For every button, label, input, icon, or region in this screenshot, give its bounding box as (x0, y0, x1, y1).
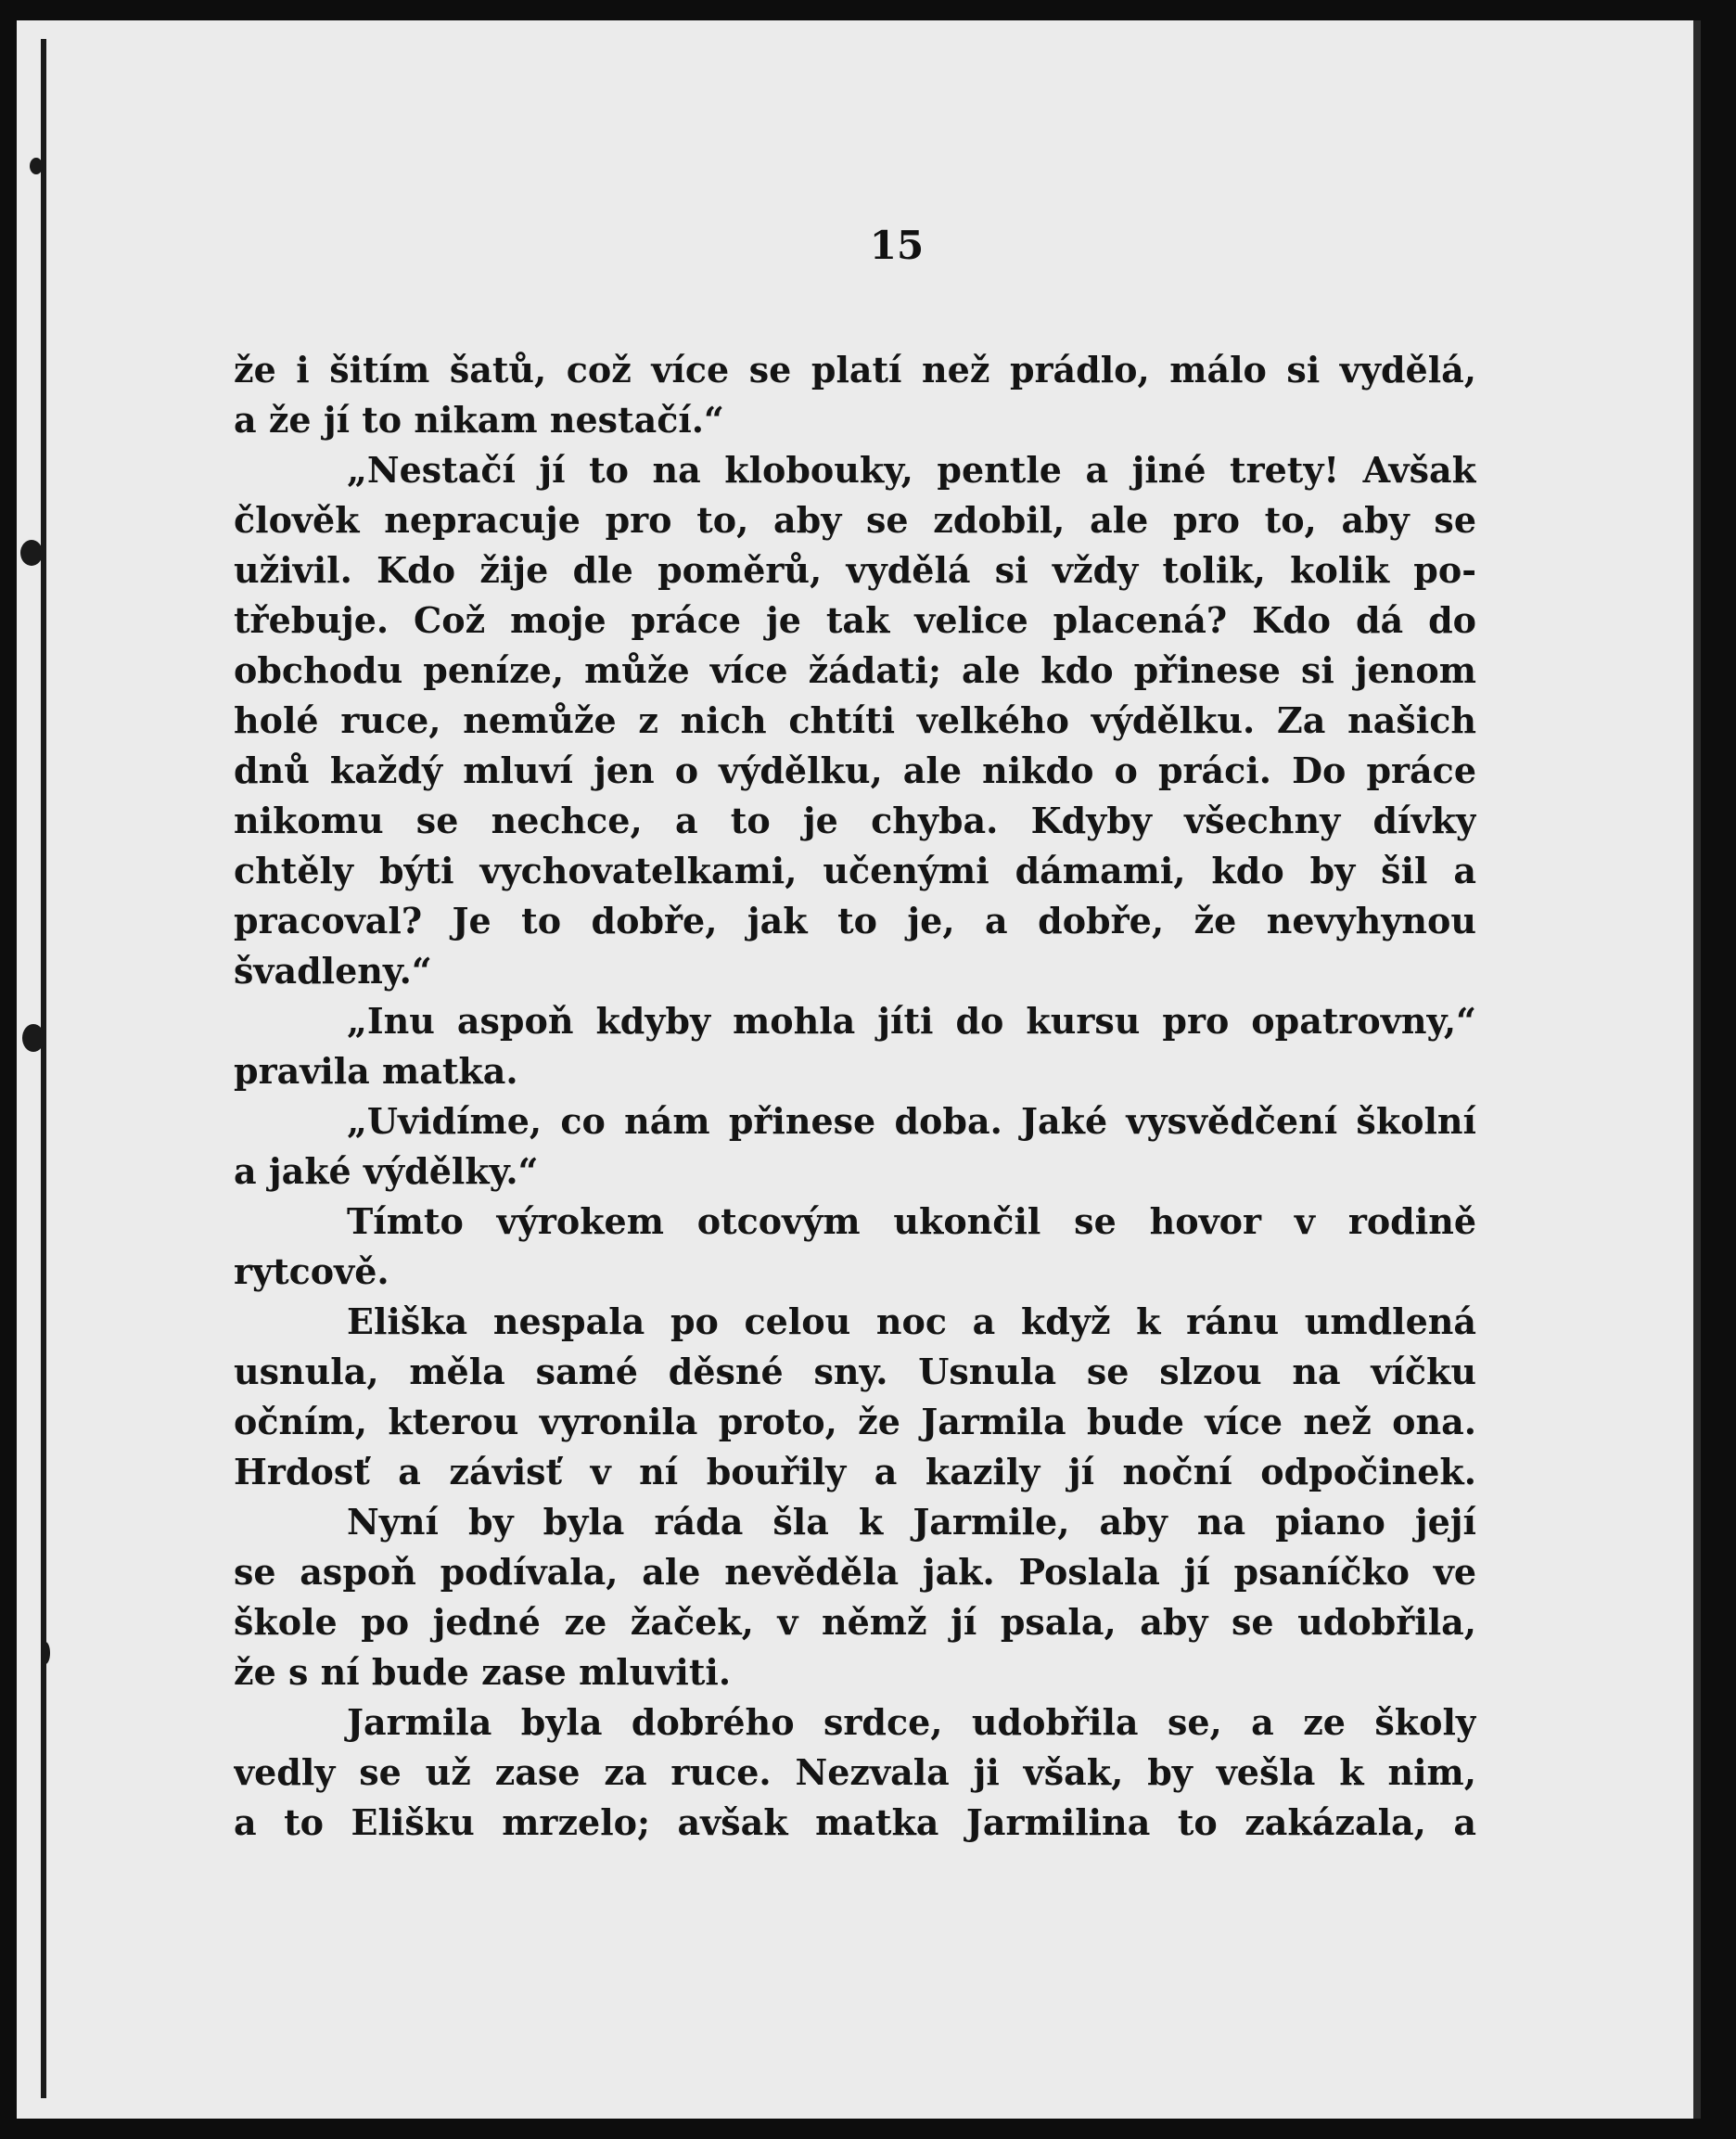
text-line: škole po jedné ze žaček, v němž jí psala, aby se udobřila, (234, 1601, 1476, 1643)
text-line: švadleny.“ (234, 950, 432, 992)
text-line: a jaké výdělky.“ (234, 1150, 539, 1192)
text-line: Eliška nespala po celou noc a když k ránu umdlená (347, 1300, 1476, 1342)
text-line: nikomu se nechce, a to je chyba. Kdyby všechny dívky (234, 800, 1476, 841)
text-line: Tímto výrokem otcovým ukončil se hovor v rodině (347, 1200, 1476, 1242)
page-edge (1693, 20, 1701, 2119)
binding-mark (30, 158, 43, 174)
text-line: že s ní bude zase mluviti. (234, 1651, 732, 1693)
text-line: Nyní by byla ráda šla k Jarmile, aby na piano její (347, 1501, 1476, 1543)
text-line: „Inu aspoň kdyby mohla jíti do kursu pro opatrovny,“ (347, 1000, 1476, 1042)
text-line: Jarmila byla dobrého srdce, udobřila se, a ze školy (347, 1701, 1476, 1743)
text-line: dnů každý mluví jen o výdělku, ale nikdo o práci. Do práce (234, 749, 1476, 791)
text-line: a to Elišku mrzelo; avšak matka Jarmilina to zakázala, a (234, 1801, 1476, 1843)
text-line: obchodu peníze, může více žádati; ale kdo přinese si jenom (234, 649, 1476, 691)
text-line: „Uvidíme, co nám přinese doba. Jaké vysvědčení školní (347, 1100, 1476, 1142)
text-line: „Nestačí jí to na klobouky, pentle a jiné trety! Avšak (347, 449, 1476, 491)
text-line: vedly se už zase za ruce. Nezvala ji však, by vešla k nim, (234, 1751, 1476, 1793)
binding-mark (20, 540, 43, 566)
text-line: pracoval? Je to dobře, jak to je, a dobře, že nevyhynou (234, 900, 1476, 941)
text-line: očním, kterou vyronila proto, že Jarmila bude více než ona. (234, 1401, 1476, 1442)
body-text (234, 345, 1476, 1848)
text-line: se aspoň podívala, ale nevěděla jak. Poslala jí psaníčko ve (234, 1551, 1476, 1593)
text-line: pravila matka. (234, 1050, 518, 1092)
page-number: 15 (869, 223, 925, 268)
text-line: holé ruce, nemůže z nich chtíti velkého výdělku. Za našich (234, 699, 1476, 741)
text-line: Hrdosť a závisť v ní bouřily a kazily jí noční odpočinek. (234, 1451, 1476, 1492)
text-line: rytcově. (234, 1250, 389, 1292)
binding-mark (41, 1642, 50, 1664)
text-line: usnula, měla samé děsné sny. Usnula se slzou na víčku (234, 1351, 1476, 1392)
binding-edge (41, 39, 46, 2098)
text-line: že i šitím šatů, což více se platí než prádlo, málo si vydělá, (234, 349, 1476, 391)
book-page (17, 20, 1701, 2119)
text-line: a že jí to nikam nestačí.“ (234, 399, 724, 441)
binding-mark (22, 1024, 45, 1052)
text-line: člověk nepracuje pro to, aby se zdobil, ale pro to, aby se (234, 499, 1476, 541)
text-line: chtěly býti vychovatelkami, učenými dámami, kdo by šil a (234, 850, 1476, 891)
text-line: třebuje. Což moje práce je tak velice placená? Kdo dá do (234, 599, 1476, 641)
text-line: uživil. Kdo žije dle poměrů, vydělá si vždy tolik, kolik po- (234, 549, 1476, 591)
